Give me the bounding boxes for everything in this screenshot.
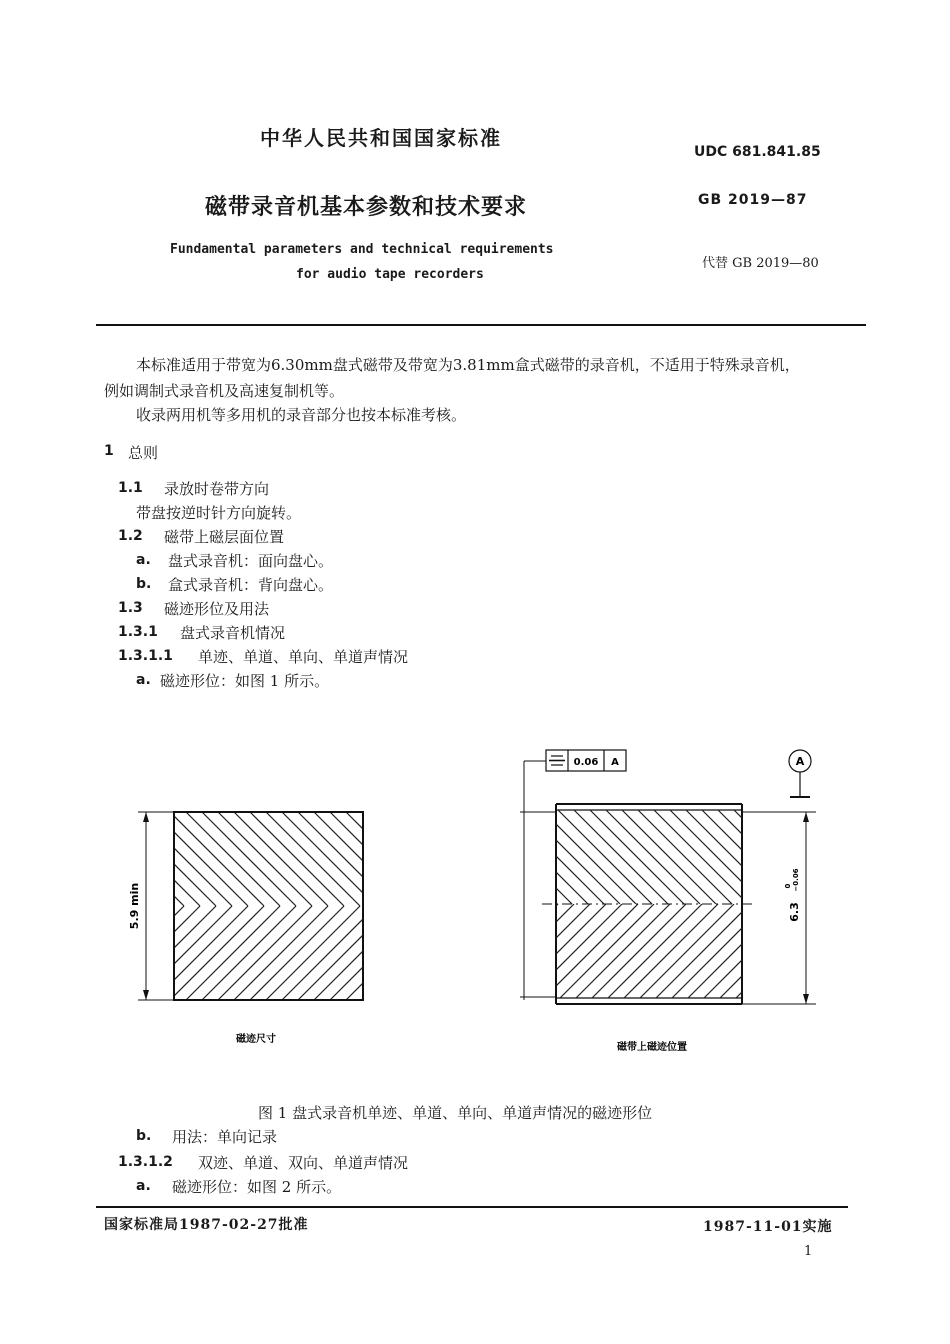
replaces-standard: 代替 GB 2019—80 (702, 256, 819, 271)
section-1-3-1-2-title: 双迹、单道、双向、单道声情况 (198, 1154, 409, 1172)
hatch-line (346, 906, 440, 1000)
hatch-line (574, 810, 668, 904)
hatch-line (426, 812, 520, 906)
hatch-line (480, 904, 574, 998)
hatch-line (202, 812, 296, 906)
section-1-3-1-1-a-marker: a. (136, 672, 151, 688)
hatch-line (154, 812, 248, 906)
section-1-3-1-2-a-text: 磁迹形位：如图 2 所示。 (172, 1178, 342, 1196)
hatch-line (458, 812, 552, 906)
hatch-line (410, 906, 504, 1000)
section-1-3-1-1-number: 1.3.1.1 (118, 648, 173, 664)
hatch-line (282, 906, 376, 1000)
hatch-line (576, 904, 670, 998)
hatch-line (670, 810, 764, 904)
hatch-line (74, 812, 168, 906)
hatch-line (544, 904, 638, 998)
hatch-line (282, 812, 376, 906)
left-dimension-label: 5.9 min (128, 882, 141, 930)
hatch-line (442, 906, 536, 1000)
hatch-line (298, 812, 392, 906)
hatch-line (526, 810, 620, 904)
hatch-line (512, 904, 606, 998)
udc-number: UDC 681.841.85 (694, 144, 821, 160)
hatch-line (394, 906, 488, 1000)
section-1-3-1-1-a-text: 磁迹形位：如图 1 所示。 (160, 672, 330, 690)
hatch-line (426, 906, 520, 1000)
hatch-line (314, 906, 408, 1000)
hatch-line (346, 812, 440, 906)
hatch-line (384, 904, 478, 998)
right-dimension-value: 6.3 (788, 902, 801, 922)
hatch-line (474, 812, 568, 906)
track-position-diagram (368, 750, 924, 1004)
hatch-line (458, 906, 552, 1000)
right-diagram-caption: 磁带上磁迹位置 (617, 1042, 687, 1053)
hatch-line (394, 812, 488, 906)
hatch-line (74, 906, 168, 1000)
hatch-line (592, 904, 686, 998)
hatch-line (656, 904, 750, 998)
hatch-line (250, 812, 344, 906)
datum-label: A (795, 755, 805, 768)
hatch-line (266, 812, 360, 906)
issued-by-date: 国家标准局1987-02-27批准 (104, 1217, 309, 1233)
hatch-line (202, 906, 296, 1000)
section-1-title: 总则 (128, 444, 159, 462)
hatch-line (496, 904, 590, 998)
hatch-line (606, 810, 700, 904)
hatch-line (654, 810, 748, 904)
section-1-1-title: 录放时卷带方向 (164, 480, 270, 498)
track-dimension-diagram (74, 812, 568, 1000)
hatch-line (766, 810, 860, 904)
hatch-line (442, 812, 536, 906)
hatch-line (234, 812, 328, 906)
hatch-line (704, 904, 798, 998)
hatch-line (186, 906, 280, 1000)
section-1-3-1-title: 盘式录音机情况 (180, 624, 286, 642)
tolerance-value: 0.06 (573, 757, 599, 768)
intro-paragraph-2: 收录两用机等多用机的录音部分也按本标准考核。 (136, 406, 467, 424)
hatch-line (640, 904, 734, 998)
section-1-3-1-number: 1.3.1 (118, 624, 158, 640)
right-dimension-tol-upper: 0 (784, 883, 792, 889)
figure-1-caption: 图 1 盘式录音机单迹、单道、单向、单道声情况的磁迹形位 (258, 1104, 653, 1122)
hatch-line (138, 906, 232, 1000)
hatch-line (462, 810, 556, 904)
hatch-line (814, 810, 908, 904)
hatch-line (830, 810, 924, 904)
section-1-2-a-marker: a. (136, 552, 151, 568)
hatch-line (400, 904, 494, 998)
tolerance-datum-ref: A (611, 757, 619, 768)
section-1-3-number: 1.3 (118, 600, 143, 616)
hatch-line (138, 812, 232, 906)
hatch-line (410, 812, 504, 906)
effective-date: 1987-11-01实施 (703, 1219, 833, 1235)
hatch-line (608, 904, 702, 998)
intro-paragraph-line1: 本标准适用于带宽为6.30mm盘式磁带及带宽为3.81mm盒式磁带的录音机，不适用于特殊录音机， (136, 356, 800, 374)
section-1-2-b-marker: b. (136, 576, 152, 592)
hatch-line (560, 904, 654, 998)
hatch-line (702, 810, 796, 904)
hatch-line (624, 904, 718, 998)
hatch-line (106, 906, 200, 1000)
section-1-3-title: 磁迹形位及用法 (164, 600, 270, 618)
section-1-3-1-1-b-text: 用法：单向记录 (172, 1128, 278, 1146)
section-1-2-b-text: 盒式录音机：背向盘心。 (168, 576, 334, 594)
document-title-en-line2: for audio tape recorders (296, 267, 484, 282)
hatch-line (378, 906, 472, 1000)
hatch-line (734, 810, 828, 904)
national-standard-heading: 中华人民共和国国家标准 (260, 126, 502, 150)
intro-paragraph-line2: 例如调制式录音机及高速复制机等。 (104, 382, 345, 400)
hatch-line (672, 904, 766, 998)
section-1-number: 1 (104, 443, 114, 459)
hatch-line (638, 810, 732, 904)
hatch-line (590, 810, 684, 904)
hatch-line (798, 810, 892, 904)
hatch-line (330, 906, 424, 1000)
hatch-line (448, 904, 542, 998)
hatch-line (170, 812, 264, 906)
page-number: 1 (804, 1244, 813, 1259)
section-1-3-1-1-title: 单迹、单道、单向、单道声情况 (198, 648, 409, 666)
document-title-cn: 磁带录音机基本参数和技术要求 (205, 194, 528, 220)
hatch-line (474, 906, 568, 1000)
hatch-line (170, 906, 264, 1000)
hatch-line (266, 906, 360, 1000)
section-1-2-number: 1.2 (118, 528, 143, 544)
hatch-line (234, 906, 328, 1000)
hatch-line (362, 812, 456, 906)
hatch-line (432, 904, 526, 998)
hatch-line (314, 812, 408, 906)
footer-divider (96, 1206, 848, 1208)
hatch-line (558, 810, 652, 904)
hatch-line (528, 904, 622, 998)
hatch-line (416, 904, 510, 998)
hatch-line (478, 810, 572, 904)
hatch-line (106, 812, 200, 906)
section-1-3-1-2-number: 1.3.1.2 (118, 1154, 173, 1170)
hatch-line (186, 812, 280, 906)
hatch-line (250, 906, 344, 1000)
left-diagram-caption: 磁迹尺寸 (236, 1034, 276, 1045)
hatch-line (378, 812, 472, 906)
hatch-line (368, 904, 462, 998)
hatch-line (218, 812, 312, 906)
section-1-3-1-1-b-marker: b. (136, 1128, 152, 1144)
hatch-line (154, 906, 248, 1000)
hatch-line (218, 906, 312, 1000)
section-1-3-1-2-a-marker: a. (136, 1178, 151, 1194)
section-1-1-text: 带盘按逆时针方向旋转。 (136, 504, 302, 522)
hatch-line (622, 810, 716, 904)
hatch-line (688, 904, 782, 998)
hatch-line (362, 906, 456, 1000)
hatch-line (736, 904, 830, 998)
section-1-1-number: 1.1 (118, 480, 143, 496)
section-1-2-title: 磁带上磁层面位置 (164, 528, 285, 546)
hatch-line (330, 812, 424, 906)
hatch-line (686, 810, 780, 904)
section-1-2-a-text: 盘式录音机：面向盘心。 (168, 552, 334, 570)
hatch-line (464, 904, 558, 998)
hatch-line (494, 810, 588, 904)
right-dimension-tol-lower: −0.06 (792, 868, 800, 892)
gb-number: GB 2019—87 (698, 192, 808, 208)
document-title-en-line1: Fundamental parameters and technical requirements (170, 242, 554, 257)
hatch-line (298, 906, 392, 1000)
